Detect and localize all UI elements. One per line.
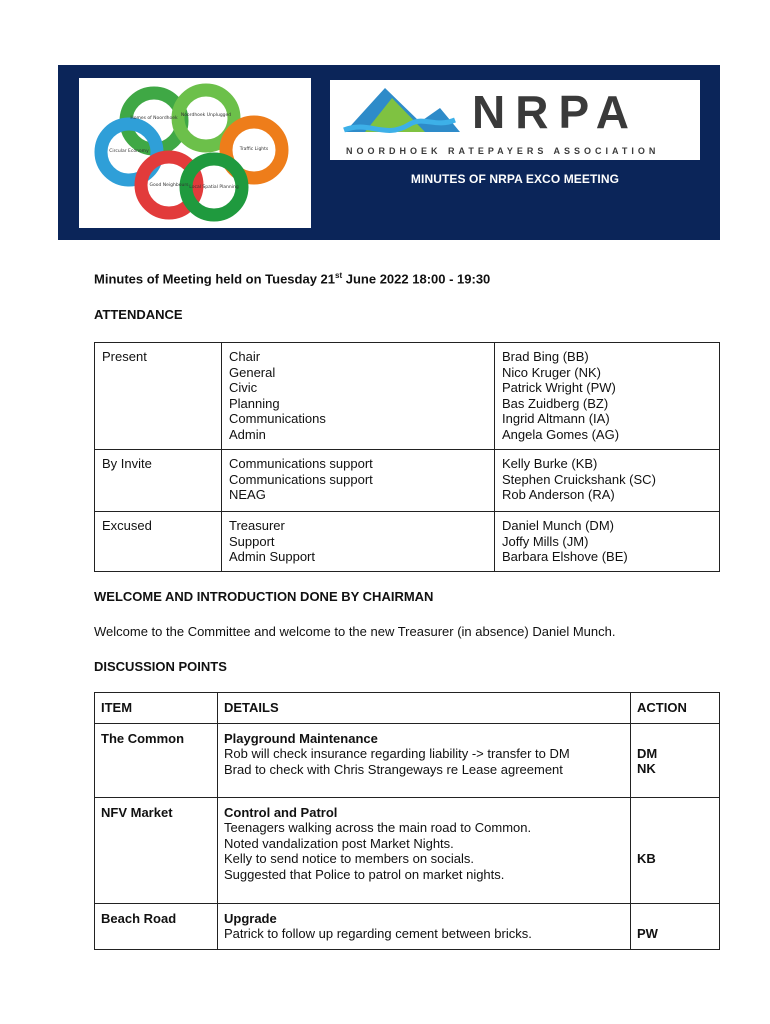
- discussion-action: [631, 797, 720, 903]
- wheel-label: Traffic Lights: [239, 147, 269, 152]
- attendee-name: Patrick Wright (PW): [502, 380, 616, 395]
- column-header-item: ITEM: [95, 693, 218, 724]
- role: Admin: [229, 426, 266, 442]
- discussion-row: [95, 797, 720, 903]
- wheel-label: Local Spatial Planning: [189, 185, 239, 190]
- meeting-heading-text: Minutes of Meeting held on Tuesday 21: [94, 271, 336, 287]
- role: Chair: [229, 349, 261, 364]
- discussion-line: Brad to check with Chris Strangeways re Lease agreement: [224, 761, 563, 777]
- discussion-details: [218, 797, 631, 903]
- discussion-subject: Playground Maintenance: [224, 730, 378, 746]
- meeting-heading-time: June 2022 18:00 - 19:30: [342, 271, 491, 287]
- themes-wheel-graphic: [79, 78, 311, 228]
- discussion-row: [95, 903, 720, 949]
- wheel-label: Homes of Noordhoek: [130, 116, 178, 121]
- discussion-line: Patrick to follow up regarding cement between bricks.: [224, 926, 532, 941]
- attendee-name: Rob Anderson (RA): [502, 487, 615, 502]
- attendee-name: Nico Kruger (NK): [502, 364, 601, 380]
- attendee-name: Joffy Mills (JM): [502, 533, 589, 549]
- attendee-name: Barbara Elshove (BE): [502, 549, 628, 564]
- discussion-action: [631, 723, 720, 797]
- wheel-label: Noordhoek Unplugged: [180, 113, 232, 118]
- discussion-action: [631, 903, 720, 949]
- role: Communications support: [229, 471, 373, 487]
- discussion-line: Suggested that Police to patrol on market nights.: [224, 866, 505, 882]
- attendee-name: Bas Zuidberg (BZ): [502, 395, 609, 411]
- wheel-label: Good Neighbours: [149, 183, 189, 188]
- role: Civic: [229, 380, 258, 395]
- role: Communications: [229, 411, 326, 426]
- attendee-name: Ingrid Altmann (IA): [502, 411, 610, 426]
- discussion-header-row: [95, 693, 720, 724]
- wheel-label: Circular Economy: [109, 149, 149, 154]
- role: Treasurer: [229, 518, 285, 533]
- discussion-line: Kelly to send notice to members on socials.: [224, 851, 475, 866]
- discussion-subject: Control and Patrol: [224, 804, 338, 820]
- attendance-table: [94, 342, 720, 572]
- discussion-heading: DISCUSSION POINTS: [94, 659, 227, 674]
- discussion-subject: Upgrade: [224, 910, 277, 926]
- discussion-line: Rob will check insurance regarding liability -> transfer to DM: [224, 746, 570, 761]
- attendee-name: Angela Gomes (AG): [502, 426, 620, 442]
- attendance-roles: [222, 512, 495, 572]
- role: Support: [229, 533, 275, 549]
- attendance-category: Present: [95, 343, 222, 450]
- attendee-name: Brad Bing (BB): [502, 349, 589, 364]
- discussion-line: Noted vandalization post Market Nights.: [224, 835, 454, 851]
- attendee-name: Kelly Burke (KB): [502, 456, 598, 471]
- nrpa-logo: [330, 80, 700, 160]
- attendance-names: [495, 512, 720, 572]
- attendance-category: Excused: [95, 512, 222, 572]
- discussion-details: [218, 723, 631, 797]
- meeting-heading: [94, 271, 490, 286]
- role: Admin Support: [229, 549, 315, 564]
- logo-subtitle: NOORDHOEK RATEPAYERS ASSOCIATION: [346, 146, 660, 156]
- discussion-line: Teenagers walking across the main road to Common.: [224, 820, 532, 835]
- discussion-row: [95, 723, 720, 797]
- discussion-details: [218, 903, 631, 949]
- welcome-text: Welcome to the Committee and welcome to the new Treasurer (in absence) Daniel Munch.: [94, 624, 616, 639]
- role: General: [229, 364, 276, 380]
- attendance-names: [495, 343, 720, 450]
- column-header-action: ACTION: [631, 693, 720, 724]
- welcome-heading: WELCOME AND INTRODUCTION DONE BY CHAIRMAN: [94, 589, 434, 604]
- attendee-name: Daniel Munch (DM): [502, 518, 614, 533]
- meeting-heading-sup: st: [335, 271, 343, 280]
- attendance-category: By Invite: [95, 450, 222, 512]
- role: Planning: [229, 395, 280, 411]
- page-title: MINUTES OF NRPA EXCO MEETING: [410, 172, 620, 186]
- attendee-name: Stephen Cruickshank (SC): [502, 471, 656, 487]
- attendance-roles: [222, 343, 495, 450]
- role: Communications support: [229, 456, 373, 471]
- action-initials: NK: [637, 761, 656, 776]
- mountain-logo-icon: [330, 80, 700, 160]
- attendance-row-by-invite: [95, 450, 720, 512]
- column-header-details: DETAILS: [218, 693, 631, 724]
- attendance-roles: [222, 450, 495, 512]
- discussion-item: The Common: [95, 723, 218, 797]
- action-initials: PW: [637, 925, 658, 941]
- attendance-heading: ATTENDANCE: [94, 307, 183, 322]
- discussion-table: [94, 692, 720, 950]
- themes-wheel-icon: [79, 78, 311, 228]
- discussion-item: Beach Road: [95, 903, 218, 949]
- attendance-row-present: [95, 343, 720, 450]
- attendance-row-excused: [95, 512, 720, 572]
- action-initials: DM: [637, 745, 658, 761]
- discussion-item: NFV Market: [95, 797, 218, 903]
- role: NEAG: [229, 487, 266, 502]
- logo-wordmark: NRPA: [472, 86, 639, 138]
- action-initials: KB: [637, 850, 656, 866]
- attendance-names: [495, 450, 720, 512]
